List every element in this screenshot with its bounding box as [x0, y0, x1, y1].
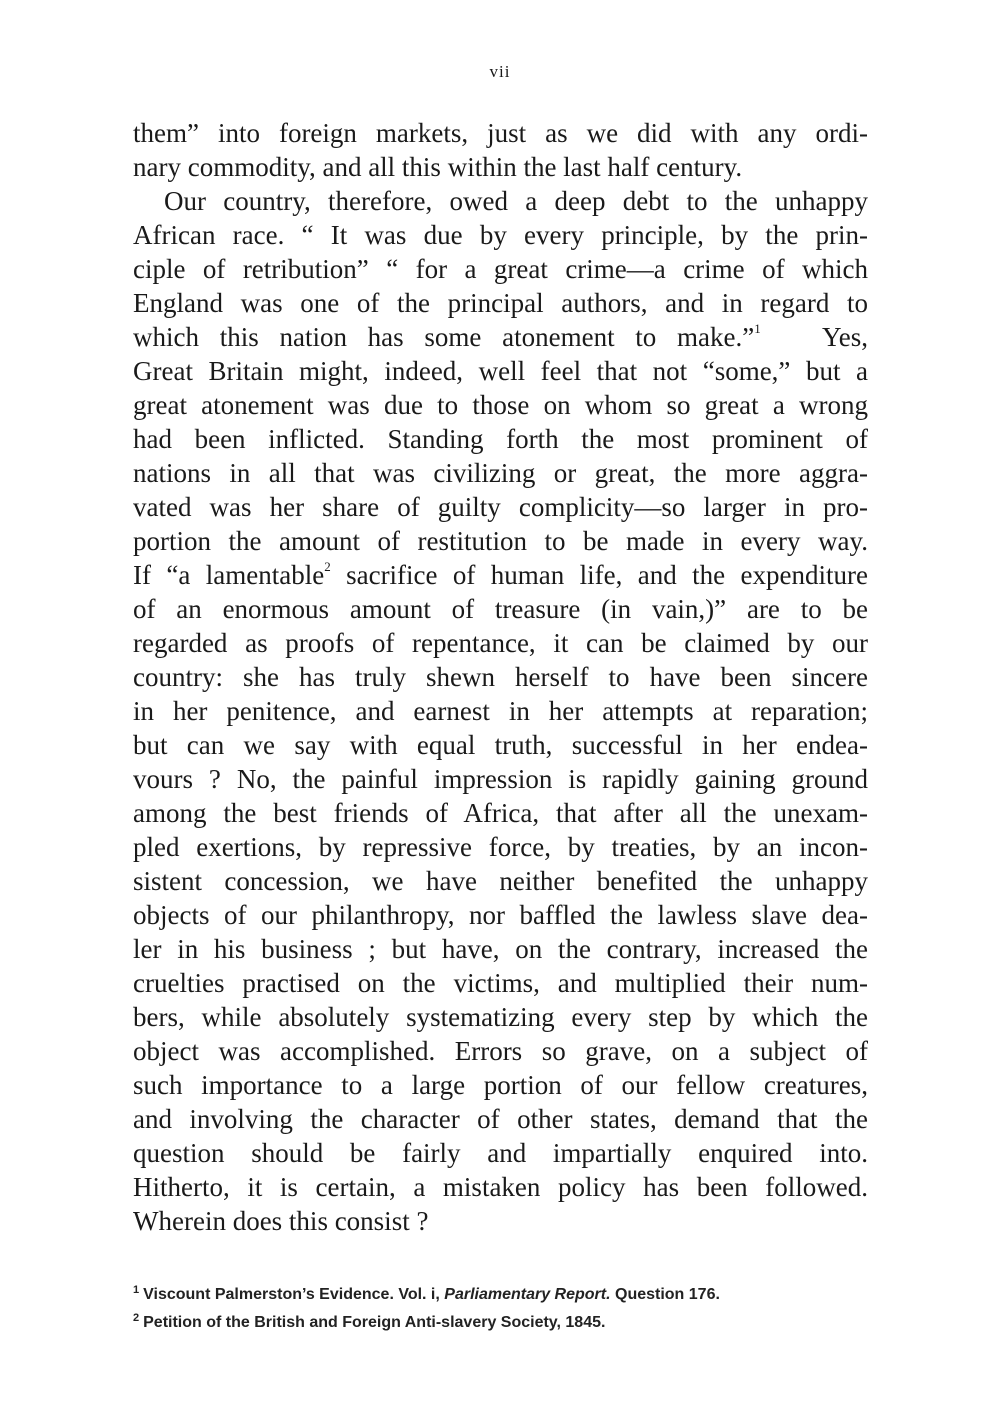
footnotes [133, 1276, 868, 1332]
line-segment: If “a lamentable [133, 560, 325, 590]
page-number: vii [489, 62, 511, 81]
text-line: Our country, therefore, owed a deep debt to the unhappy [164, 186, 868, 216]
text-line: portion the amount of restitution to be made in every way. [133, 526, 868, 556]
text-line: such importance to a large portion of our fellow creatures, [133, 1070, 868, 1100]
text-line: them” into foreign markets, just as we did with any ordi- [133, 118, 868, 148]
line-segment: which this nation has some atonement to make.” [133, 322, 755, 352]
text-line: pled exertions, by repressive force, by treaties, by an incon- [133, 832, 868, 862]
text-line: great atonement was due to those on whom so great a wrong [133, 390, 868, 420]
text-line: nary commodity, and all this within the last half century. [133, 152, 743, 182]
footnote-ref-1: 1 [754, 321, 761, 336]
text-line: but can we say with equal truth, successful in her endea- [133, 730, 868, 760]
text-line: had been inflicted. Standing forth the most prominent of [133, 424, 868, 454]
footnote-2 [133, 1304, 868, 1332]
text-line: cruelties practised on the victims, and multiplied their num- [133, 968, 868, 998]
text-line: bers, while absolutely systematizing every step by which the [133, 1002, 868, 1032]
text-line: ler in his business ; but have, on the contrary, increased the [133, 934, 868, 964]
footnote-text: Petition of the British and Foreign Anti-slavery Society, 1845. [143, 1314, 606, 1331]
text-line: African race. “ It was due by every principle, by the prin- [133, 220, 868, 250]
footnote-mark: 1 [133, 1284, 140, 1296]
text-line: objects of our philanthropy, nor baffled the lawless slave dea- [133, 900, 868, 930]
footnote-text: Question 176. [610, 1286, 720, 1303]
text-line: Great Britain might, indeed, well feel that not “some,” but a [133, 356, 868, 386]
text-line: Hitherto, it is certain, a mistaken policy has been followed. [133, 1172, 868, 1202]
text-line: and involving the character of other states, demand that the [133, 1104, 868, 1134]
text-line: object was accomplished. Errors so grave, on a subject of [133, 1036, 868, 1066]
text-line: vated was her share of guilty complicity—so larger in pro- [133, 492, 868, 522]
text-line-with-footnote-1 [133, 320, 868, 354]
line-segment: sacrifice of human life, and the expenditure [346, 560, 868, 590]
footnote-1 [133, 1276, 868, 1304]
text-line: country: she has truly shewn herself to have been sincere [133, 662, 868, 692]
text-line-with-footnote-2 [133, 558, 868, 592]
text-line: England was one of the principal authors, and in regard to [133, 288, 868, 318]
text-line: among the best friends of Africa, that after all the unexam- [133, 798, 868, 828]
text-line: regarded as proofs of repentance, it can be claimed by our [133, 628, 868, 658]
text-line: ciple of retribution” “ for a great crime—a crime of which [133, 254, 868, 284]
text-line: sistent concession, we have neither benefited the unhappy [133, 866, 868, 896]
footnote-italic: Parliamentary Report. [444, 1286, 611, 1303]
text-line: in her penitence, and earnest in her attempts at reparation; [133, 696, 868, 726]
text-line: vours ? No, the painful impression is rapidly gaining ground [133, 764, 868, 794]
body-text [133, 116, 868, 1238]
footnote-mark: 2 [133, 1312, 140, 1324]
text-line: Wherein does this consist ? [133, 1206, 429, 1236]
line-segment: Yes, [821, 322, 868, 352]
text-line: of an enormous amount of treasure (in vain,)” are to be [133, 594, 868, 624]
footnote-ref-2: 2 [324, 559, 331, 574]
text-line: nations in all that was civilizing or great, the more aggra- [133, 458, 868, 488]
text-line: question should be fairly and impartially enquired into. [133, 1138, 868, 1168]
footnote-text: Viscount Palmerston’s Evidence. Vol. i, [143, 1286, 445, 1303]
